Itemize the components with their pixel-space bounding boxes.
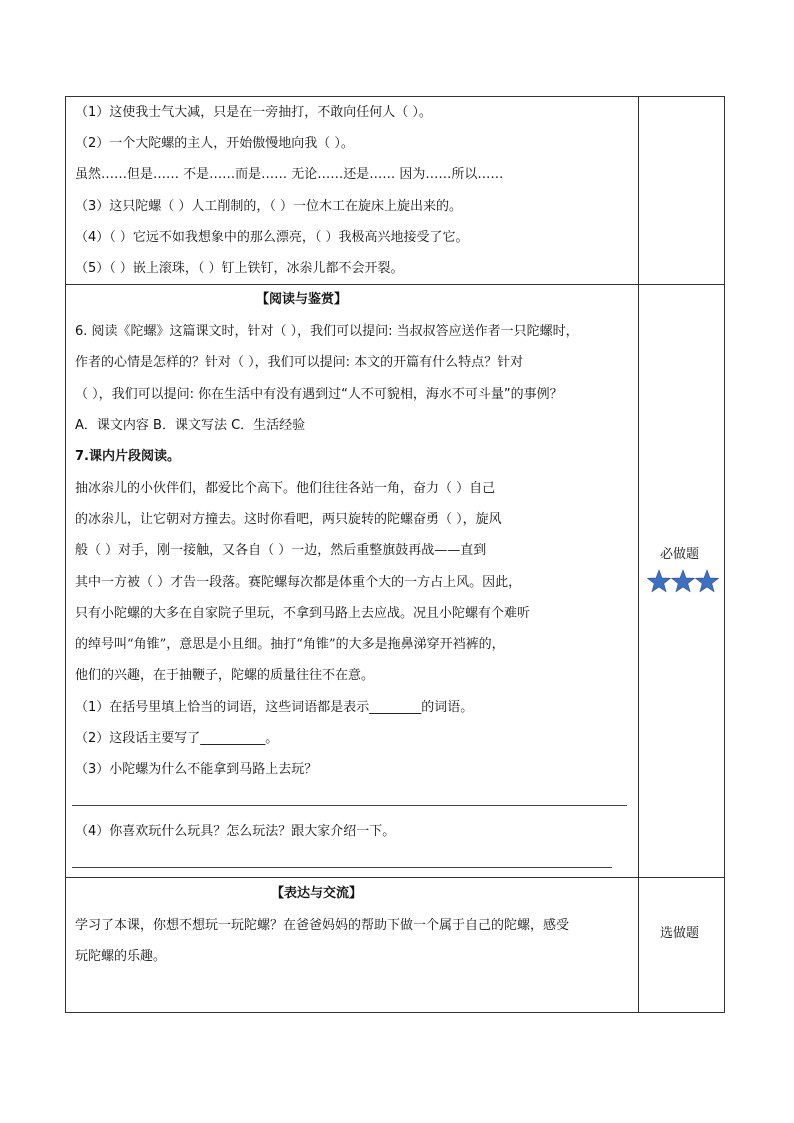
q7-title: 7.课内片段阅读。: [75, 449, 180, 464]
answer-line-1[interactable]: [72, 805, 627, 806]
row-divider-1: [65, 284, 725, 285]
row-divider-2: [65, 877, 725, 878]
star-icon: [672, 570, 695, 592]
star-icon: [648, 570, 671, 592]
q6-line-2: 作者的心情是怎样的？针对（ ），我们可以提问: 本文的开篇有什么特点？针对: [75, 355, 524, 370]
conjunction-options: 虽然……但是…… 不是……而是…… 无论……还是…… 因为……所以……: [75, 167, 504, 182]
express-line-1: 学习了本课，你想不想玩一玩陀螺？在爸爸妈妈的帮助下做一个属于自己的陀螺，感受: [75, 918, 570, 933]
passage-line: 他们的兴趣，在于抽鞭子，陀螺的质量往往不在意。: [75, 668, 375, 683]
star-icon: [696, 570, 719, 592]
passage-line: 只有小陀螺的大多在自家院子里玩，不拿到马路上去应战。况且小陀螺有个难听: [75, 606, 531, 621]
sub-question-1: （1）在括号里填上恰当的词语，这些词语都是表示________的词语。: [75, 700, 474, 715]
fill-blank-q4: （4）（ ）它远不如我想象中的那么漂亮，（ ）我极高兴地接受了它。: [75, 230, 469, 245]
passage-line: 般（ ）对手，刚一接触，又各自（ ）一边，然后重整旗鼓再战——直到: [75, 543, 487, 558]
required-label: 必做题: [660, 547, 700, 562]
express-line-2: 玩陀螺的乐趣。: [75, 949, 167, 964]
q6-line-3: （ ），我们可以提问: 你在生活中有没有遇到过“人不可貌相，海水不可斗量”的事例？: [75, 387, 563, 402]
column-divider: [638, 96, 639, 1013]
fill-blank-q5: （5）（ ）嵌上滚珠，（ ）钉上铁钉，冰尜儿都不会开裂。: [75, 261, 404, 276]
express-heading: 【表达与交流】: [271, 886, 363, 901]
reading-heading: 【阅读与鉴赏】: [256, 292, 348, 307]
sub-question-2: （2）这段话主要写了__________。: [75, 731, 279, 746]
sub-question-4: （4）你喜欢玩什么玩具？怎么玩法？跟大家介绍一下。: [75, 824, 396, 839]
fill-blank-q2: （2）一个大陀螺的主人，开始傲慢地向我（ ）。: [75, 136, 354, 151]
sub-question-3: （3）小陀螺为什么不能拿到马路上去玩？: [75, 762, 318, 777]
difficulty-stars: [647, 568, 719, 594]
q6-options: A．课文内容 B．课文写法 C．生活经验: [75, 418, 306, 433]
passage-line: 抽冰尜儿的小伙伴们，都爱比个高下。他们往往各站一角，奋力（ ）自己: [75, 481, 496, 496]
passage-line: 的冰尜儿，让它朝对方撞去。这时你看吧，两只旋转的陀螺奋勇（ ），旋风: [75, 512, 502, 527]
passage-line: 其中一方被（ ）才告一段落。赛陀螺每次都是体重个大的一方占上风。因此，: [75, 575, 522, 590]
fill-blank-q1: （1）这使我士气大减，只是在一旁抽打，不敢向任何人（ ）。: [75, 105, 432, 120]
answer-line-2[interactable]: [72, 867, 612, 868]
fill-blank-q3: （3）这只陀螺（ ）人工削制的，（ ）一位木工在旋床上旋出来的。: [75, 199, 463, 214]
optional-label: 选做题: [660, 926, 700, 941]
q6-line-1: 6. 阅读《陀螺》这篇课文时，针对（ ），我们可以提问: 当叔叔答应送作者一只陀螺时，: [75, 324, 579, 339]
passage-line: 的绰号叫“角锥”，意思是小且细。抽打“角锥”的大多是拖鼻涕穿开裆裤的，: [75, 637, 505, 652]
